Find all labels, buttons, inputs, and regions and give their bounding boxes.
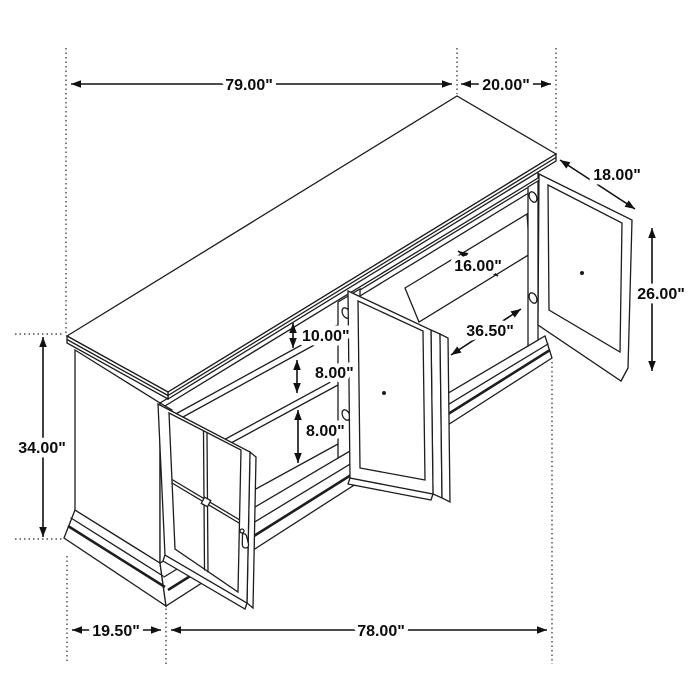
dim-label-base-width: 78.00" <box>357 623 405 640</box>
dim-label-interior-width: 36.50" <box>466 323 514 340</box>
dim-label-base-depth: 19.50" <box>92 623 140 640</box>
dim-label-top-width: 79.00" <box>225 77 273 94</box>
dim-overall-height <box>18 337 66 537</box>
front-right-stile <box>528 181 538 346</box>
dim-interior-width <box>451 309 521 355</box>
solid-door-middle <box>348 291 450 502</box>
dim-label-top-shelf-gap: 10.00" <box>302 328 350 345</box>
door-knob-icon <box>382 391 386 395</box>
dim-label-top-depth: 20.00" <box>482 77 530 94</box>
dim-base-width <box>171 623 547 640</box>
dim-label-shelf-depth: 16.00" <box>454 258 502 275</box>
dim-label-middle-shelf-gap: 8.00" <box>315 365 354 382</box>
dim-label-bottom-shelf-gap: 8.00" <box>306 423 345 440</box>
dim-label-right-door-width: 18.00" <box>593 167 641 184</box>
dim-base-depth <box>72 623 161 640</box>
dim-top-width <box>71 77 452 94</box>
dim-top-depth <box>461 77 551 94</box>
solid-door-right <box>538 174 632 381</box>
dim-door-opening-height <box>637 228 685 371</box>
dim-label-door-opening-height: 26.00" <box>637 286 685 303</box>
dim-label-overall-height: 34.00" <box>18 440 66 457</box>
door-knob-icon <box>580 271 584 275</box>
